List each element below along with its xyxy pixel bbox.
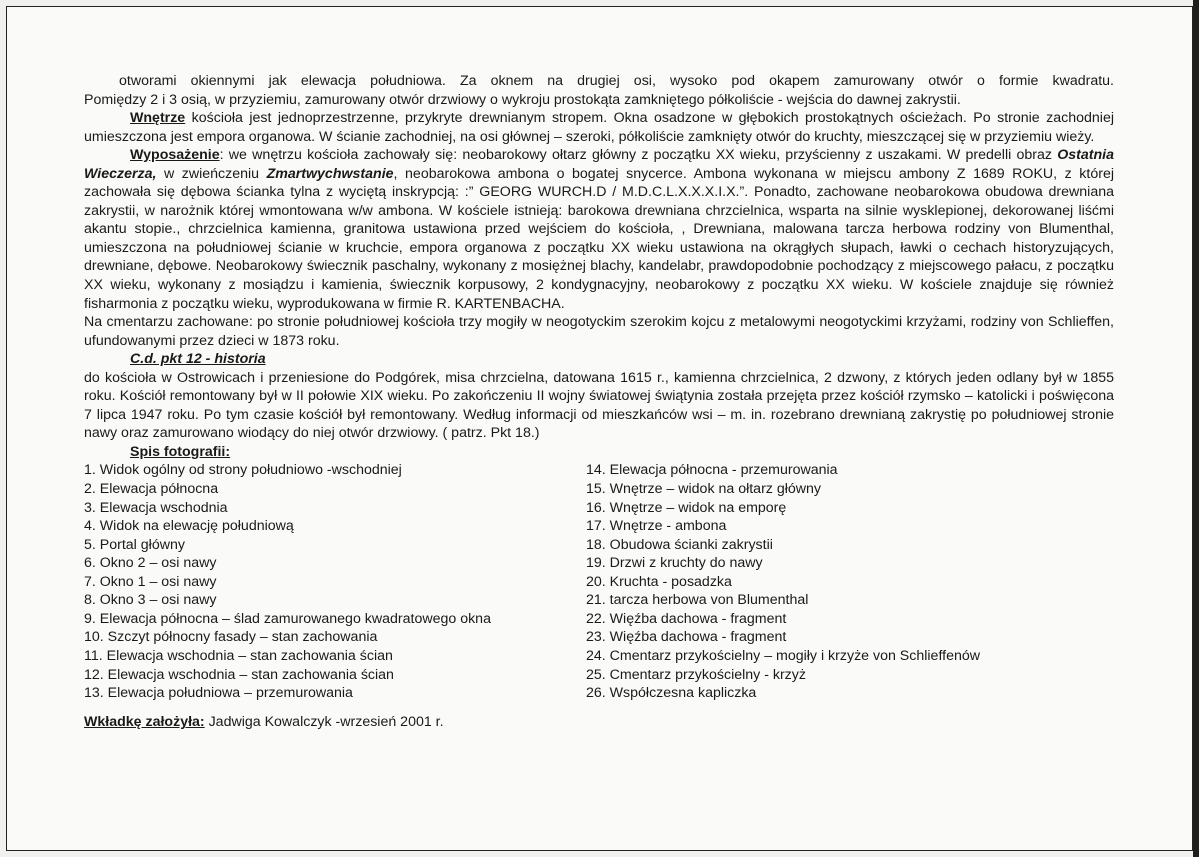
- list-item: 11. Elewacja wschodnia – stan zachowania ścian: [84, 647, 393, 664]
- photo-list-right: [586, 461, 1114, 702]
- wyposazenie-text-c: , neobarokowa ambona o bogatej snycerce. Ambona wykonana w miejscu ambony Z 1689 ROKU, z której zachowała się dębowa ścianka tylna z wyciętą inskrypcją: :” GEORG WURCH.D / M.D.C.L.X.X.X.I.X.”. Ponadto, zachowane neobarokowa obudowa drewniana zakrystii, w narożnik której wmontowana w/w ambona. W kościele istnieją: barokowa drewniana chrzcielnica, wsparta na silnie wysklepionej, dekorowanej liśćmi akantu stopie., chrzcielnica kamienna, granitowa ustawiona przed wejściem do kościoła, , Drewniana, malowana tarcza herbowa rodziny von Blumenthal, umieszczona na południowej ścianie w kruchcie, empora organowa z początku XX wieku ustawiona na okrągłych słupach, ławki o cechach historyzujących, drewniane, dębowe. Neobarokowy świecznik paschalny, wykonany z mosiężnej blachy, kandelabr, prawdopodobnie pochodzący z miejscowego pałacu, z początku XX wieku, wykonany z mosiądzu i kamienia, świecznik korpusowy, 2 kondygnacyjny, neobarokowy z początku XX wieku. W kościele znajduje się również fisharmonia z początku wieku, wyprodukowana w firmie R. KARTENBACHA.: [84, 165, 1114, 312]
- list-item: 17. Wnętrze - ambona: [586, 518, 727, 535]
- author-label: Wkładkę założyła:: [84, 714, 205, 731]
- document-body: [84, 72, 1114, 732]
- author-text: Jadwiga Kowalczyk -wrzesień 2001 r.: [204, 714, 444, 731]
- photo-list-left: [84, 461, 584, 702]
- list-item: 24. Cmentarz przykościelny – mogiły i krzyże von Schlieffenów: [586, 647, 980, 664]
- author-line: [84, 713, 1114, 732]
- list-item: 20. Kruchta - posadzka: [586, 573, 732, 590]
- wyposazenie-label: Wyposażenie: [130, 147, 220, 164]
- wyposazenie-text-b: w zwieńczeniu: [156, 165, 267, 182]
- historia-paragraph: do kościoła w Ostrowicach i przeniesione do Podgórek, misa chrzcielna, datowana 1615 r., kamienna chrzcielnica, 2 dzwony, z których jeden odlany był w 1855 roku. Kościół remontowany był w II połowie XIX wieku. Po zakończeniu II wojny światowej świątynia została przejęta przez kościół rzymsko – katolicki i poświęcona 7 lipca 1947 roku. Po tym czasie kościół był remontowany. Według informacji od mieszkańców wsi – m. in. rozebrano drewnianą zakrystię po południowej stronie nawy oraz zamurowano wiodący do niej otwór drzwiowy. ( patrz. Pkt 18.): [84, 369, 1114, 442]
- list-item: 7. Okno 1 – osi nawy: [84, 573, 217, 590]
- list-item: 1. Widok ogólny od strony południowo -wschodniej: [84, 462, 402, 479]
- wnetrze-label: Wnętrze: [130, 110, 186, 127]
- list-item: 14. Elewacja północna - przemurowania: [586, 462, 838, 479]
- list-item: 23. Więźba dachowa - fragment: [586, 629, 787, 646]
- list-item: 4. Widok na elewację południową: [84, 518, 294, 535]
- list-item: 18. Obudowa ścianki zakrystii: [586, 536, 773, 553]
- list-item: 13. Elewacja południowa – przemurowania: [84, 685, 353, 702]
- photo-list: [84, 461, 1114, 702]
- list-item: 10. Szczyt północny fasady – stan zachowania: [84, 629, 378, 646]
- intro-line-2: Pomiędzy 2 i 3 osią, w przyziemiu, zamurowany otwór drzwiowy o wykroju prostokąta zamkniętego półkoliście - wejścia do dawnej zakrystii.: [84, 91, 961, 108]
- list-item: 12. Elewacja wschodnia – stan zachowania ścian: [84, 666, 394, 683]
- painting-title-1: Ostatnia Wieczerza,: [84, 147, 1114, 182]
- list-item: 2. Elewacja północna: [84, 481, 219, 498]
- spis-heading: Spis fotografii:: [130, 443, 231, 460]
- list-item: 15. Wnętrze – widok na ołtarz główny: [586, 481, 821, 498]
- list-item: 9. Elewacja północna – ślad zamurowanego kwadratowego okna: [84, 610, 491, 627]
- intro-line-1: otworami okiennymi jak elewacja południowa. Za oknem na drugiej osi, wysoko pod okapem zamurowany otwór o formie kwadratu.: [119, 73, 1114, 89]
- wyposazenie-text-a: : we wnętrzu kościoła zachowały się: neobarokowy ołtarz główny z początku XX wieku, przyścienny z uszakami. W predelli obraz: [219, 147, 1058, 164]
- wnetrze-text: kościoła jest jednoprzestrzenne, przykryte drewnianym stropem. Okna osadzone w głębokich prostokątnych ościeżach. Po stronie zachodniej umieszczona jest empora organowa. W ścianie zachodniej, na osi głównej – szeroki, półkoliście zamknięty otwór do kruchty, mieszczącej się w przyziemiu wieży.: [84, 110, 1114, 145]
- wnetrze-paragraph: [84, 109, 1114, 146]
- list-item: 19. Drzwi z kruchty do nawy: [586, 555, 763, 572]
- list-item: 26. Współczesna kapliczka: [586, 685, 757, 702]
- cmentarz-paragraph: Na cmentarzu zachowane: po stronie południowej kościoła trzy mogiły w neogotyckim szerokim kojcu z metalowymi neogotyckimi krzyżami, rodziny von Schlieffen, ufundowanymi przez dzieci w 1873 roku.: [84, 314, 1114, 349]
- scan-edge: [1193, 0, 1199, 857]
- list-item: 6. Okno 2 – osi nawy: [84, 555, 217, 572]
- wyposazenie-paragraph: [84, 146, 1114, 313]
- list-item: 22. Więźba dachowa - fragment: [586, 610, 787, 627]
- list-item: 3. Elewacja wschodnia: [84, 499, 228, 516]
- historia-heading: C.d. pkt 12 - historia: [130, 351, 266, 368]
- list-item: 16. Wnętrze – widok na emporę: [586, 499, 787, 516]
- list-item: 5. Portal główny: [84, 536, 185, 553]
- list-item: 8. Okno 3 – osi nawy: [84, 592, 217, 609]
- painting-title-2: Zmartwychwstanie: [266, 165, 394, 182]
- list-item: 25. Cmentarz przykościelny - krzyż: [586, 666, 806, 683]
- list-item: 21. tarcza herbowa von Blumenthal: [586, 592, 809, 609]
